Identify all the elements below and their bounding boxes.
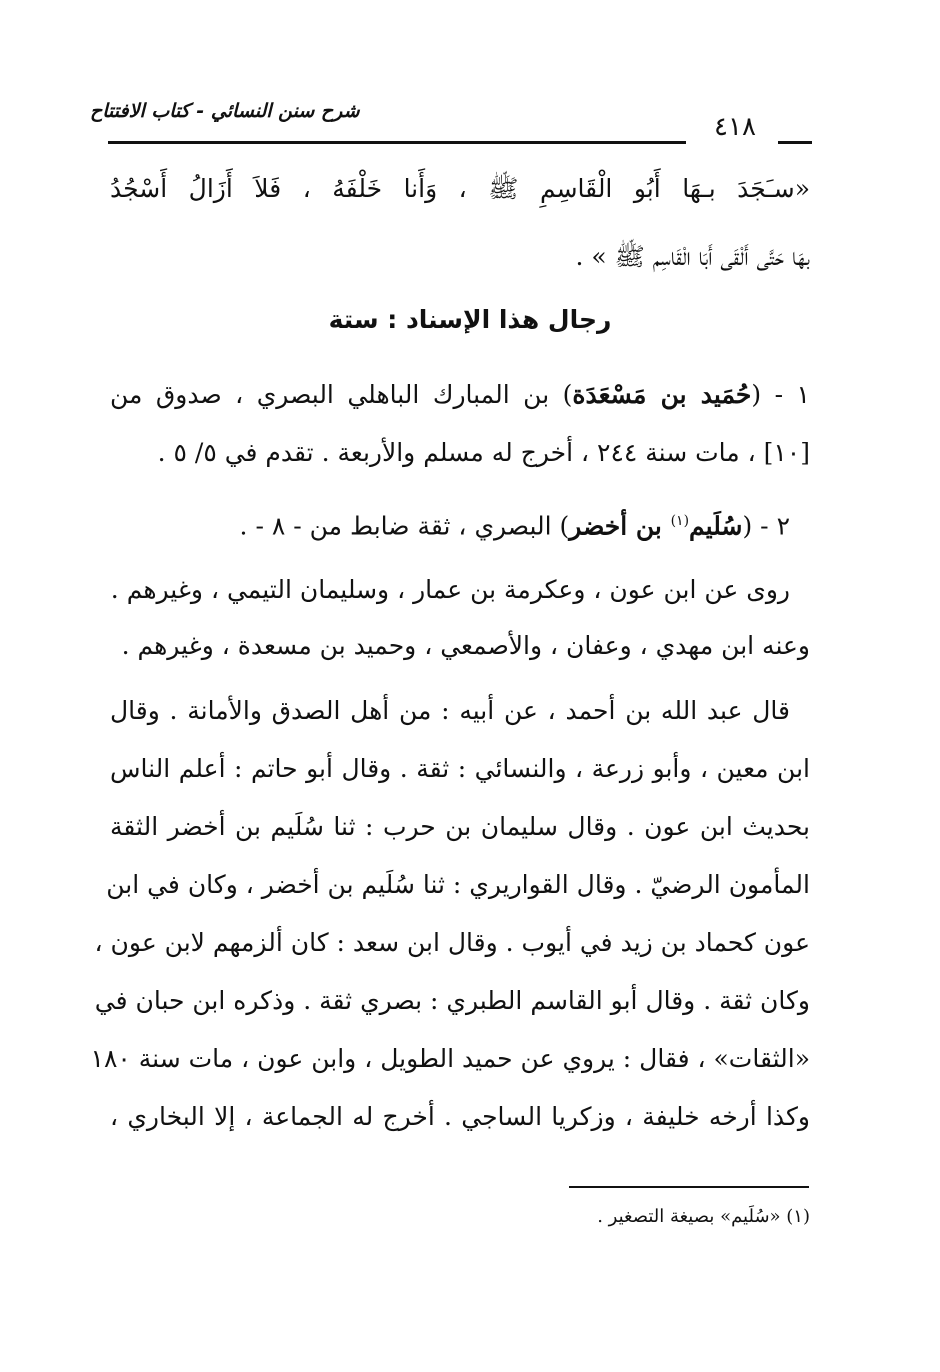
quote-line-1: «سـَجَدَ بـهَا أَبُو الْقَاسِمِ ﷺ ، وَأَنا خَلْفَهُ ، فَلاَ أَزَالُ أَسْجُدُ [110, 174, 810, 203]
footnote-ref: (١) [670, 513, 690, 529]
paragraph-2-line-8: وكذا أرخه خليفة ، وزكريا الساجي . أخرج له الجماعة ، إلا البخاري ، [110, 1102, 810, 1131]
paragraph-2-line-4: المأمون الرضيّ . وقال القواريري : ثنا سُلَيم بن أخضر ، وكان في ابن [106, 870, 810, 899]
paragraph-2-line-5: عون كحماد بن زيد في أيوب . وقال ابن سعد : كان ألزمهم لابن عون ، [94, 928, 810, 957]
narrator-2-name2: بن أخضر [569, 511, 671, 541]
quote-line-2: بهَا حَتَّى أَلْقَى أَبَا الْقَاسِم ﷺ » . [575, 242, 810, 271]
paragraph-2-line-1: قال عبد الله بن أحمد ، عن أبيه : من أهل الصدق والأمانة . وقال [110, 696, 790, 725]
narrator-1-line-2: [١٠] ، مات سنة ٢٤٤ ، أخرج له مسلم والأربعة . تقدم في ٥/ ٥ . [157, 438, 810, 467]
narrator-1-name: حُمَيد بن مَسْعَدَة [572, 380, 752, 409]
narrator-2-prefix: ٢ - ( [742, 511, 790, 541]
running-title: شرح سنن النسائي - كتاب الافتتاح [90, 100, 360, 122]
paragraph-1-line-1: روى عن ابن عون ، وعكرمة بن عمار ، وسليمان التيمي ، وغيرهم . [110, 575, 790, 604]
header-rule-short [778, 141, 812, 144]
footnote: (١) «سُلَيم» بصيغة التصغير . [597, 1206, 810, 1227]
narrator-1-prefix: ١ - ( [751, 380, 810, 409]
narrator-2-rest: ) البصري ، ثقة ضابط من - ٨ - . [239, 511, 570, 541]
paragraph-2-line-6: وكان ثقة . وقال أبو القاسم الطبري : بصري ثقة . وذكره ابن حبان في [94, 986, 810, 1015]
paragraph-2-line-3: بحديث ابن عون . وقال سليمان بن حرب : ثنا سُلَيم بن أخضر الثقة [110, 812, 810, 841]
paragraph-2-line-7: «الثقات» ، فقال : يروي عن حميد الطويل ، وابن عون ، مات سنة ١٨٠ [90, 1044, 810, 1073]
paragraph-2-line-2: ابن معين ، وأبو زرعة ، والنسائي : ثقة . وقال أبو حاتم : أعلم الناس [110, 754, 810, 783]
page-number: ٤١٨ [714, 112, 756, 142]
narrator-1-line-1 [110, 378, 810, 412]
narrator-2-line [90, 504, 790, 543]
narrator-1-rest: ) بن المبارك الباهلي البصري ، صدوق من [110, 380, 573, 409]
narrator-2-name1: سُلَيم [689, 511, 743, 541]
section-heading: رجال هذا الإسناد : ستة [328, 305, 612, 334]
footnote-rule [569, 1186, 809, 1188]
paragraph-1-line-2: وعنه ابن مهدي ، وعفان ، والأصمعي ، وحميد بن مسعدة ، وغيرهم . [121, 631, 810, 660]
header-rule [108, 141, 686, 144]
